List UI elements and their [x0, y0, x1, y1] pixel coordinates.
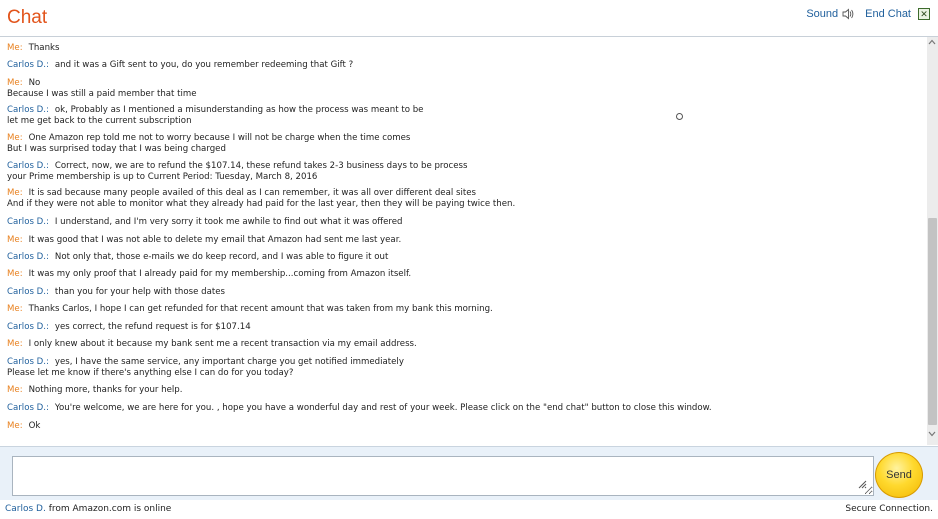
- message-speaker: Carlos D.:: [7, 252, 49, 262]
- message-text: You're welcome, we are here for you. , hope you have a wonderful day and rest of your week. Please click on the "end chat" button to close this window.: [54, 403, 712, 413]
- chat-message: [7, 78, 197, 99]
- message-speaker: Me:: [7, 235, 23, 245]
- resize-grip-icon[interactable]: [858, 480, 867, 489]
- message-text: I only knew about it because my bank sent me a recent transaction via my email address.: [28, 339, 417, 349]
- message-text: yes correct, the refund request is for $107.14: [54, 322, 251, 332]
- message-speaker: Me:: [7, 188, 23, 198]
- message-text: and it was a Gift sent to you, do you remember redeeming that Gift ?: [54, 60, 354, 70]
- chat-message: [7, 269, 411, 280]
- mouse-cursor: [676, 113, 683, 120]
- chat-message: [7, 43, 59, 54]
- close-icon[interactable]: ✕: [918, 8, 930, 20]
- chat-message: [7, 252, 388, 263]
- chat-message: [7, 421, 40, 432]
- secure-connection-label: Secure Connection.: [845, 504, 933, 514]
- chat-transcript[interactable]: [0, 37, 926, 445]
- chat-message: [7, 235, 401, 246]
- message-speaker: Carlos D.:: [7, 161, 49, 171]
- message-text: Please let me know if there's anything else I can do for you today?: [7, 367, 294, 378]
- message-speaker: Carlos D.:: [7, 60, 49, 70]
- message-input[interactable]: [12, 456, 874, 496]
- message-text: than you for your help with those dates: [54, 287, 225, 297]
- chat-message: [7, 322, 251, 333]
- message-speaker: Carlos D.:: [7, 357, 49, 367]
- message-text: It was my only proof that I already paid for my membership...coming from Amazon itself.: [28, 269, 412, 279]
- message-text: yes, I have the same service, any important charge you get notified immediately: [54, 357, 404, 367]
- chat-message: [7, 304, 493, 315]
- message-text: Thanks: [28, 43, 60, 53]
- message-text: Not only that, those e-mails we do keep record, and I was able to figure it out: [54, 252, 389, 262]
- message-text: I understand, and I'm very sorry it took me awhile to find out what it was offered: [54, 217, 403, 227]
- status-text: from Amazon.com is online: [45, 504, 172, 514]
- message-text: And if they were not able to monitor what they already had paid for the last year, then they will be paying twice then.: [7, 198, 516, 209]
- agent-status: [5, 504, 171, 514]
- chat-message: [7, 385, 182, 396]
- message-speaker: Me:: [7, 78, 23, 88]
- message-text: It is sad because many people availed of this deal as I can remember, it was all over different deal sites: [28, 188, 476, 198]
- chat-message: [7, 287, 225, 298]
- chat-message: [7, 403, 712, 414]
- message-text: let me get back to the current subscription: [7, 115, 192, 126]
- chat-message: [7, 105, 423, 126]
- chat-message: [7, 161, 468, 182]
- message-text: But I was surprised today that I was being charged: [7, 143, 226, 154]
- send-button[interactable]: Send: [875, 452, 923, 498]
- sound-toggle[interactable]: Sound: [806, 8, 839, 20]
- message-text: your Prime membership is up to Current Period: Tuesday, March 8, 2016: [7, 171, 318, 182]
- chat-message: [7, 133, 410, 154]
- message-text: One Amazon rep told me not to worry because I will not be charge when the time comes: [28, 133, 411, 143]
- message-speaker: Carlos D.:: [7, 105, 49, 115]
- message-text: No: [28, 78, 41, 88]
- message-speaker: Me:: [7, 339, 23, 349]
- message-text: It was good that I was not able to delete my email that Amazon had sent me last year.: [28, 235, 402, 245]
- chat-message: [7, 60, 353, 71]
- message-text: Nothing more, thanks for your help.: [28, 385, 183, 395]
- scroll-up-arrow-icon[interactable]: [927, 38, 937, 46]
- message-speaker: Me:: [7, 269, 23, 279]
- message-text: Thanks Carlos, I hope I can get refunded for that recent amount that was taken from my bank this morning.: [28, 304, 493, 314]
- message-text: Ok: [28, 421, 41, 431]
- message-text: Correct, now, we are to refund the $107.14, these refund takes 2-3 business days to be process: [54, 161, 468, 171]
- message-speaker: Me:: [7, 43, 23, 53]
- chat-message: [7, 357, 404, 378]
- chat-message: [7, 339, 417, 350]
- end-chat-button[interactable]: End Chat: [865, 8, 911, 20]
- message-speaker: Carlos D.:: [7, 403, 49, 413]
- message-speaker: Me:: [7, 133, 23, 143]
- status-bar: [0, 500, 938, 519]
- message-speaker: Me:: [7, 385, 23, 395]
- header-controls: [806, 8, 930, 20]
- agent-name: Carlos D.: [5, 504, 46, 514]
- message-speaker: Carlos D.:: [7, 287, 49, 297]
- speaker-icon[interactable]: [842, 8, 855, 20]
- message-text: Because I was still a paid member that time: [7, 88, 197, 99]
- message-text: ok, Probably as I mentioned a misunderstanding as how the process was meant to be: [54, 105, 424, 115]
- scroll-down-arrow-icon[interactable]: [927, 430, 937, 438]
- page-title: Chat: [7, 7, 48, 28]
- chat-message: [7, 217, 403, 228]
- message-speaker: Me:: [7, 304, 23, 314]
- message-speaker: Me:: [7, 421, 23, 431]
- message-speaker: Carlos D.:: [7, 322, 49, 332]
- message-speaker: Carlos D.:: [7, 217, 49, 227]
- chat-header: [0, 0, 938, 37]
- scrollbar-thumb[interactable]: [928, 218, 937, 425]
- chat-message: [7, 188, 515, 209]
